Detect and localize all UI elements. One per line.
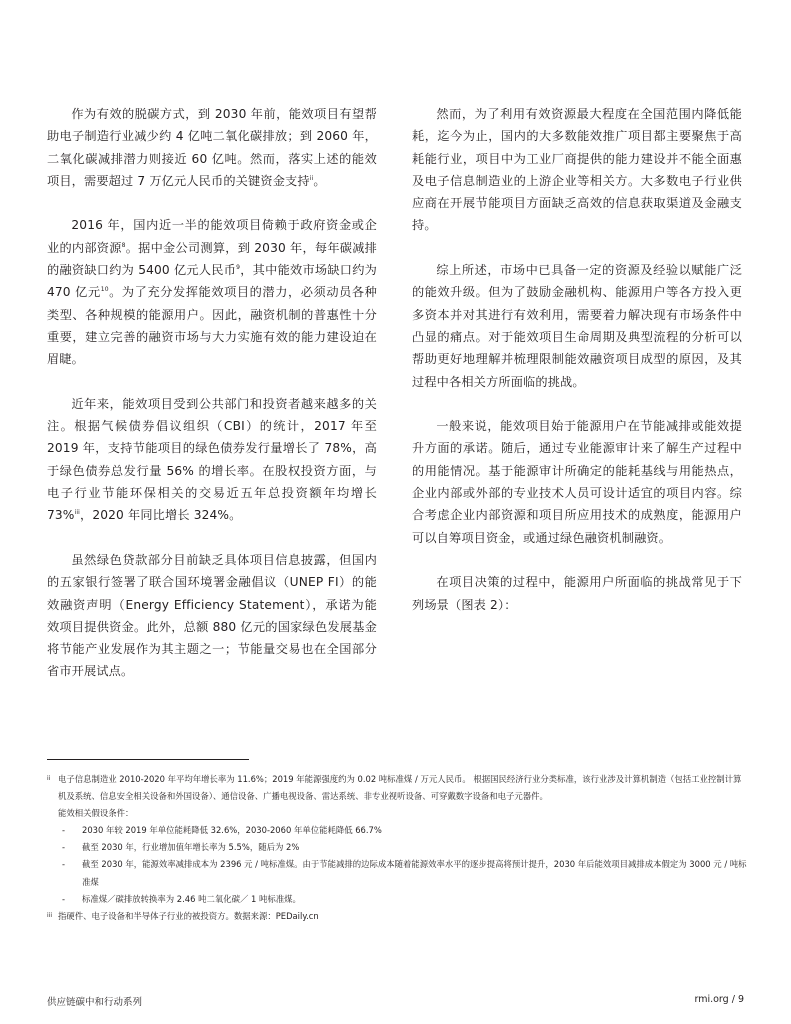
footnote-divider [47,759,249,760]
list-item: - 标准煤／碳排放转换率为 2.46 吨二氧化碳／ 1 吨标准煤。 [58,891,747,908]
footnote-iii [47,908,747,925]
paragraph: 虽然绿色贷款部分目前缺乏具体项目信息披露，但国内的五家银行签署了联合国环境署金融倡议（UNEP FI）的能效融资声明（Energy Efficiency Statement），承诺为能效项目提供资金。此外，总额 880 亿元的国家绿色发展基金将节能产业发展作为其主题之一；节能量交易也在全国部分省市开展试点。 [47,552,377,679]
list-item: - 截至 2030 年，能源效率减排成本为 2396 元 / 吨标准煤。由于节能减排的边际成本随着能源效率水平的逐步提高将预计提升，2030 年后能效项目减排成本假定为 3000 元 / 吨标准煤 [58,856,747,890]
left-column [47,103,377,705]
page-number: rmi.org / 9 [694,994,744,1005]
footnote-text: 指硬件、电子设备和半导体子行业的被投资方。数据来源：PEDaily.cn [58,910,319,921]
footnotes [47,771,747,925]
paragraph: 一般来说，能效项目始于能源用户在节能减排或能效提升方面的承诺。随后，通过专业能源审计来了解生产过程中的用能情况。基于能源审计所确定的能耗基线与用能热点，企业内部或外部的专业技术人员可设计适宜的项目内容。综合考虑企业内部资源和项目所应用技术的成熟度，能源用户可以自筹项目资金，或通过绿色融资机制融资。 [412,419,742,545]
footnote-ref[interactable]: 9 [236,264,241,272]
paragraph: 在项目决策的过程中，能源用户所面临的挑战常见于下列场景（图表 2）： [412,575,742,612]
footnote-ref[interactable]: 10 [100,286,109,294]
footnote-mark: ii [47,775,51,782]
footnote-mark: iii [47,911,53,919]
footnote-subtitle: 能效相关假设条件： [58,808,134,819]
right-column [412,103,742,638]
paragraph: 近年来，能效项目受到公共部门和投资者越来越多的关注。根据气候债券倡议组织（CBI）的统计，2017 年至 2019 年，支持节能项目的绿色债券发行量增长了 78%，高于绿色债券总发行量 56% 的增长率。在股权投资方面，与电子行业节能环保相关的交易近五年总投资额年均增长 73%$^{iii}$，2020 年同比增长 324%。 [47,396,377,523]
list-item: - 2030 年较 2019 年单位能耗降低 32.6%，2030-2060 年单位能耗降低 66.7% [58,822,747,839]
assumption-list [58,822,747,907]
footnote-ii [47,771,747,908]
footnote-ref[interactable]: iii [74,509,80,517]
list-item: - 截至 2030 年，行业增加值年增长率为 5.5%，随后为 2% [58,839,747,856]
paragraph: 然而，为了利用有效资源最大程度在全国范围内降低能耗，迄今为止，国内的大多数能效推广项目都主要聚焦于高耗能行业，项目中为工业厂商提供的能力建设并不能全面惠及电子信息制造业的上游企业等相关方。大多数电子行业供应商在开展节能项目方面缺乏高效的信息获取渠道及金融支持。 [412,107,742,233]
footnote-ref[interactable]: ii [309,174,314,182]
footnote-ref[interactable]: 8 [121,241,126,249]
paragraph: 2016 年，国内近一半的能效项目倚赖于政府资金或企业的内部资源$^8$。据中金公司测算，到 2030 年，每年碳减排的融资缺口约为 5400 亿元人民币$^9$，其中能效市场缺口约为 470 亿元$^{10}$。为了充分发挥能效项目的潜力，必须动员各种类型、各种规模的能源用户。因此，融资机制的普惠性十分重要，建立完善的融资市场与大力实施有效的能力建设迫在眉睫。 [47,218,377,367]
paragraph: 综上所述，市场中已具备一定的资源及经验以赋能广泛的能效升级。但为了鼓励金融机构、能源用户等各方投入更多资本并对其进行有效利用，需要着力解决现有市场条件中凸显的痛点。对于能效项目生命周期及典型流程的分析可以帮助更好地理解并梳理限制能效融资项目成型的原因，及其过程中各相关方所面临的挑战。 [412,263,742,389]
footnote-text: 电子信息制造业 2010-2020 年平均年增长率为 11.6%；2019 年能源强度约为 0.02 吨标准煤 / 万元人民币。 根据国民经济行业分类标准，该行业涉及计算机制造（包括工业控制计算机及系统、信息安全相关设备和外国设备）、通信设备、广播电视设备、雷达系统、非专业视听设备、可穿戴数字设备和电子元器件。 [58,774,742,802]
paragraph: 作为有效的脱碳方式，到 2030 年前，能效项目有望帮助电子制造行业减少约 4 亿吨二氧化碳排放；到 2060 年，二氧化碳减排潜力则接近 60 亿吨。然而，落实上述的能效项目，需要超过 7 万亿元人民币的关键资金支持$^{ii}$。 [47,107,377,188]
series-title: 供应链碳中和行动系列 [47,997,143,1008]
